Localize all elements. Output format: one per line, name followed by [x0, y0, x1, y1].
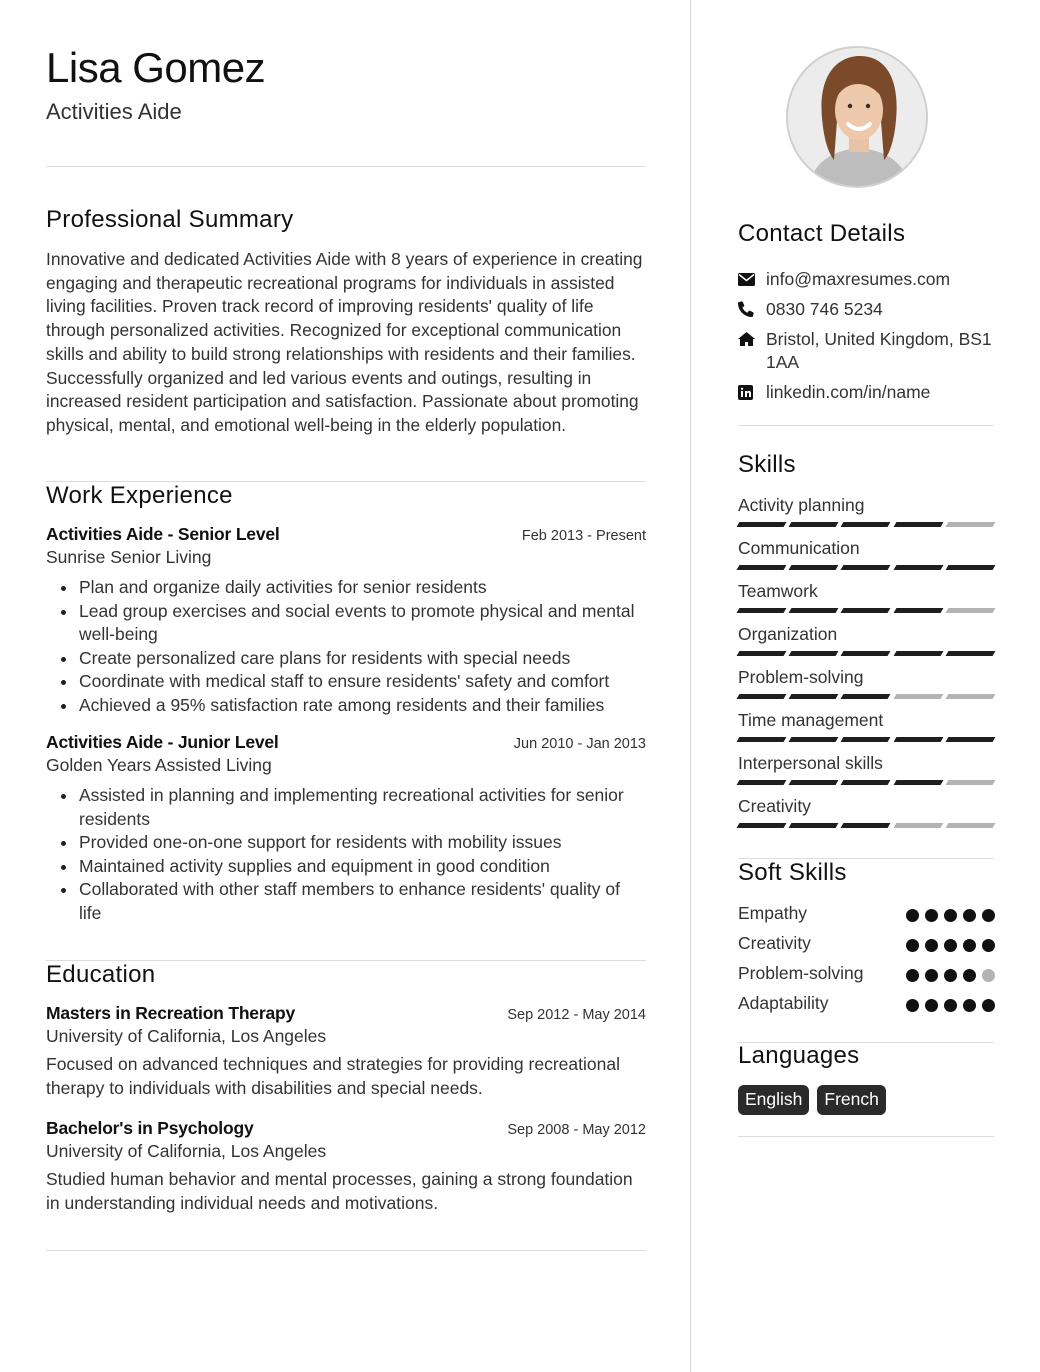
skill-bar-segment [945, 694, 995, 699]
soft-skill-item [738, 903, 994, 927]
job-role: Activities Aide - Senior Level [46, 524, 280, 544]
candidate-title: Activities Aide [46, 99, 182, 124]
education-description: Studied human behavior and mental processes, gaining a strong foundation in understanding individual needs and motivations. [46, 1169, 633, 1213]
skills-heading: Skills [738, 451, 796, 478]
soft-skill-dot [925, 939, 938, 952]
soft-skill-dot [982, 939, 995, 952]
soft-skill-dot [906, 999, 919, 1012]
skill-item [738, 752, 994, 785]
column-divider [690, 0, 691, 1372]
skill-bar-segment [841, 651, 891, 656]
languages-divider [738, 1136, 994, 1137]
skill-bar-segment [737, 737, 787, 742]
skill-bar-segment [841, 522, 891, 527]
skill-item [738, 537, 994, 570]
email-text: info@maxresumes.com [766, 269, 951, 289]
soft-skill-item [738, 933, 994, 957]
bullet-item: Coordinate with medical staff to ensure residents' safety and comfort [46, 670, 646, 694]
skill-label: Time management [738, 710, 884, 730]
skill-bar-segment [893, 565, 943, 570]
soft-skill-label: Adaptability [738, 993, 829, 1013]
avatar [786, 46, 928, 188]
soft-skill-dot [925, 969, 938, 982]
skill-bar-segment [893, 522, 943, 527]
skill-bar-segment [945, 737, 995, 742]
soft-skill-dot [963, 969, 976, 982]
skill-bar-segment [893, 608, 943, 613]
degree: Bachelor's in Psychology [46, 1118, 254, 1138]
skill-bar-segment [737, 565, 787, 570]
skill-bar-segment [737, 694, 787, 699]
languages-list [738, 1085, 886, 1115]
skill-bar-segment [893, 737, 943, 742]
skill-bar-segment [737, 651, 787, 656]
skill-label: Teamwork [738, 581, 818, 601]
job-role: Activities Aide - Junior Level [46, 732, 279, 752]
skill-bar-segment [789, 522, 839, 527]
skill-bar-segment [789, 608, 839, 613]
skill-item [738, 580, 994, 613]
soft-skill-dot [925, 909, 938, 922]
address-text: Bristol, United Kingdom, BS1 1AA [766, 329, 992, 372]
education-dates: Sep 2012 - May 2014 [507, 1007, 646, 1023]
linkedin-icon [738, 381, 766, 403]
soft-skill-label: Problem-solving [738, 963, 864, 983]
soft-skill-dot [982, 969, 995, 982]
skill-item [738, 623, 994, 656]
skill-bar-segment [737, 522, 787, 527]
skill-item [738, 709, 994, 742]
skill-bar-segment [737, 780, 787, 785]
skill-bar-segment [945, 780, 995, 785]
skill-bar-segment [789, 651, 839, 656]
skill-level-bars [738, 737, 994, 742]
job-company: Sunrise Senior Living [46, 547, 212, 567]
languages-heading: Languages [738, 1042, 860, 1069]
envelope-icon [738, 268, 766, 290]
soft-skill-dot [963, 909, 976, 922]
skill-bar-segment [789, 565, 839, 570]
skill-bar-segment [945, 608, 995, 613]
skill-bar-segment [841, 823, 891, 828]
skill-label: Organization [738, 624, 838, 644]
soft-skill-dot [982, 999, 995, 1012]
header-divider [46, 166, 646, 167]
skill-bar-segment [789, 737, 839, 742]
soft-skill-dot [906, 969, 919, 982]
soft-skill-dot [944, 999, 957, 1012]
contact-phone[interactable] [738, 298, 994, 321]
soft-skill-dot [944, 909, 957, 922]
skill-bar-segment [945, 565, 995, 570]
contact-address [738, 328, 994, 374]
skill-level-bars [738, 608, 994, 613]
skill-item [738, 494, 994, 527]
skill-label: Activity planning [738, 495, 865, 515]
linkedin-text: linkedin.com/in/name [766, 382, 931, 402]
skill-bar-segment [893, 651, 943, 656]
contact-heading: Contact Details [738, 220, 906, 247]
soft-skill-level-dots [906, 969, 995, 982]
skill-bar-segment [841, 694, 891, 699]
skill-label: Problem-solving [738, 667, 864, 687]
bullet-item: Collaborated with other staff members to enhance residents' quality of life [46, 878, 646, 925]
soft-skill-dot [963, 939, 976, 952]
skill-level-bars [738, 823, 994, 828]
bullet-item: Achieved a 95% satisfaction rate among residents and their families [46, 694, 646, 718]
school: University of California, Los Angeles [46, 1026, 327, 1046]
education-description: Focused on advanced techniques and strategies for providing recreational therapy to individuals with disabilities and special needs. [46, 1054, 620, 1098]
skill-bar-segment [841, 608, 891, 613]
job-bullets [46, 784, 646, 925]
skill-label: Interpersonal skills [738, 753, 883, 773]
language-badge: French [817, 1085, 885, 1115]
skill-bar-segment [945, 823, 995, 828]
skill-bar-segment [737, 823, 787, 828]
summary-heading: Professional Summary [46, 206, 294, 233]
skill-level-bars [738, 651, 994, 656]
skill-label: Communication [738, 538, 860, 558]
soft-skill-dot [944, 939, 957, 952]
portrait-image [788, 48, 928, 188]
degree: Masters in Recreation Therapy [46, 1003, 296, 1023]
skill-bar-segment [841, 565, 891, 570]
soft-skill-label: Creativity [738, 933, 811, 953]
skill-bar-segment [945, 651, 995, 656]
education-entry [46, 1118, 646, 1215]
job-bullets [46, 576, 646, 717]
bullet-item: Lead group exercises and social events to promote physical and mental well-being [46, 600, 646, 647]
education-entry [46, 1003, 646, 1100]
soft-skill-item [738, 963, 994, 987]
bullet-item: Create personalized care plans for residents with special needs [46, 647, 646, 671]
skill-level-bars [738, 694, 994, 699]
skill-bar-segment [945, 522, 995, 527]
language-badge: English [738, 1085, 809, 1115]
soft-skill-dot [944, 969, 957, 982]
home-icon [738, 328, 766, 350]
contact-linkedin[interactable] [738, 381, 994, 404]
soft-skill-dot [906, 909, 919, 922]
summary-text: Innovative and dedicated Activities Aide with 8 years of experience in creating engaging and therapeutic recreational programs for individuals in assisted living facilities. Proven track record of improving residents' quality of life through personalized activities. Recognized for exceptional communication skills and ability to build strong relationships with residents and their families. Successfully organized and led various events and outings, resulting in increased resident participation and satisfaction. Passionate about promoting physical, mental, and emotional well-being in the elderly population. [46, 249, 643, 435]
skill-bar-segment [893, 694, 943, 699]
skill-bar-segment [789, 694, 839, 699]
skill-bar-segment [841, 737, 891, 742]
job-company: Golden Years Assisted Living [46, 755, 272, 775]
job-entry [46, 732, 646, 925]
skill-bar-segment [893, 823, 943, 828]
soft-skill-level-dots [906, 939, 995, 952]
soft-skill-dot [982, 909, 995, 922]
soft-skills-heading: Soft Skills [738, 859, 847, 886]
soft-skill-level-dots [906, 999, 995, 1012]
bullet-item: Provided one-on-one support for residents with mobility issues [46, 831, 646, 855]
contact-divider [738, 425, 994, 426]
skill-item [738, 666, 994, 699]
soft-skill-dot [906, 939, 919, 952]
phone-text: 0830 746 5234 [766, 299, 883, 319]
skill-level-bars [738, 522, 994, 527]
soft-skill-label: Empathy [738, 903, 808, 923]
skill-bar-segment [789, 823, 839, 828]
school: University of California, Los Angeles [46, 1141, 327, 1161]
skill-label: Creativity [738, 796, 811, 816]
skill-item [738, 795, 994, 828]
education-divider [46, 1250, 646, 1251]
skill-bar-segment [789, 780, 839, 785]
bullet-item: Assisted in planning and implementing recreational activities for senior residents [46, 784, 646, 831]
skill-bar-segment [893, 780, 943, 785]
job-entry [46, 524, 646, 717]
soft-skill-level-dots [906, 909, 995, 922]
education-heading: Education [46, 961, 156, 988]
skill-level-bars [738, 565, 994, 570]
soft-skill-item [738, 993, 994, 1017]
soft-skill-dot [963, 999, 976, 1012]
contact-email[interactable] [738, 268, 994, 291]
candidate-name: Lisa Gomez [46, 44, 266, 91]
bullet-item: Maintained activity supplies and equipment in good condition [46, 855, 646, 879]
skill-bar-segment [737, 608, 787, 613]
experience-heading: Work Experience [46, 482, 233, 509]
soft-skill-dot [925, 999, 938, 1012]
bullet-item: Plan and organize daily activities for senior residents [46, 576, 646, 600]
skill-level-bars [738, 780, 994, 785]
job-dates: Feb 2013 - Present [521, 528, 646, 544]
job-dates: Jun 2010 - Jan 2013 [513, 736, 646, 752]
skill-bar-segment [841, 780, 891, 785]
education-dates: Sep 2008 - May 2012 [507, 1122, 646, 1138]
phone-icon [738, 298, 766, 320]
